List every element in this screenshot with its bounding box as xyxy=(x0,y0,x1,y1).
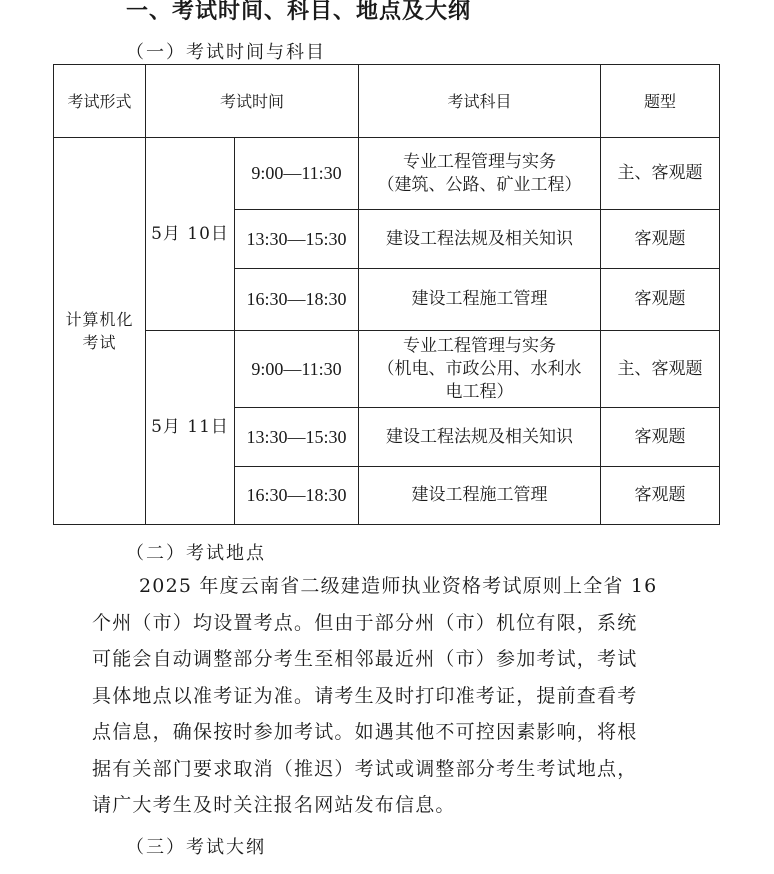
paragraph-line: 具体地点以准考证为准。请考生及时打印准考证，提前查看考 xyxy=(92,684,638,707)
paragraph-line: 据有关部门要求取消（推迟）考试或调整部分考生考试地点， xyxy=(92,757,638,780)
subject-line: 专业工程管理与实务 xyxy=(403,151,557,172)
subject-line: （机电、市政公用、水利水 xyxy=(377,358,582,379)
exam-form-line1: 计算机化 xyxy=(65,310,134,329)
subject-line: 专业工程管理与实务 xyxy=(403,335,557,356)
exam-form-cell xyxy=(54,138,146,525)
paragraph-line: 可能会自动调整部分考生至相邻最近州（市）参加考试，考试 xyxy=(92,648,638,670)
date-cell: 5月 10日 xyxy=(146,138,235,331)
subject-cell xyxy=(359,138,601,210)
subject-line: 电工程） xyxy=(445,381,514,402)
subject-cell: 建设工程法规及相关知识 xyxy=(359,210,601,269)
time-cell: 16:30—18:30 xyxy=(235,269,359,331)
question-type-cell: 客观题 xyxy=(601,467,720,525)
subheading-exam-syllabus: （三）考试大纲 xyxy=(126,837,266,858)
question-type-cell: 客观题 xyxy=(601,408,720,467)
question-type-cell: 主、客观题 xyxy=(601,138,720,210)
question-type-cell: 客观题 xyxy=(601,210,720,269)
exam-location-paragraph xyxy=(92,568,682,824)
section-heading: 一、考试时间、科目、地点及大纲 xyxy=(126,0,472,24)
header-exam-time: 考试时间 xyxy=(146,65,359,138)
header-exam-form: 考试形式 xyxy=(54,65,146,138)
question-type-cell: 主、客观题 xyxy=(601,331,720,408)
paragraph-line: 点信息，确保按时参加考试。如遇其他不可控因素影响，将根 xyxy=(92,721,638,743)
date-cell: 5月 11日 xyxy=(146,331,235,525)
table-row xyxy=(54,331,720,408)
subject-cell: 建设工程施工管理 xyxy=(359,269,601,331)
exam-form-line2: 考试 xyxy=(82,333,117,352)
subject-cell: 建设工程施工管理 xyxy=(359,467,601,525)
question-type-cell: 客观题 xyxy=(601,269,720,331)
subject-cell xyxy=(359,331,601,408)
header-exam-subject: 考试科目 xyxy=(359,65,601,138)
subject-cell: 建设工程法规及相关知识 xyxy=(359,408,601,467)
paragraph-line: 2025 年度云南省二级建造师执业资格考试原则上全省 16 xyxy=(139,575,658,597)
time-cell: 13:30—15:30 xyxy=(235,210,359,269)
time-cell: 13:30—15:30 xyxy=(235,408,359,467)
subject-line: （建筑、公路、矿业工程） xyxy=(377,174,582,195)
exam-schedule-table xyxy=(53,64,720,525)
table-row xyxy=(54,138,720,210)
time-cell: 16:30—18:30 xyxy=(235,467,359,525)
time-cell: 9:00—11:30 xyxy=(235,331,359,408)
header-question-type: 题型 xyxy=(601,65,720,138)
table-header-row xyxy=(54,65,720,138)
subheading-exam-time-subjects: （一）考试时间与科目 xyxy=(126,42,326,63)
time-cell: 9:00—11:30 xyxy=(235,138,359,210)
paragraph-line: 请广大考生及时关注报名网站发布信息。 xyxy=(92,794,456,816)
paragraph-line: 个州（市）均设置考点。但由于部分州（市）机位有限，系统 xyxy=(92,611,638,634)
subheading-exam-location: （二）考试地点 xyxy=(126,543,266,564)
